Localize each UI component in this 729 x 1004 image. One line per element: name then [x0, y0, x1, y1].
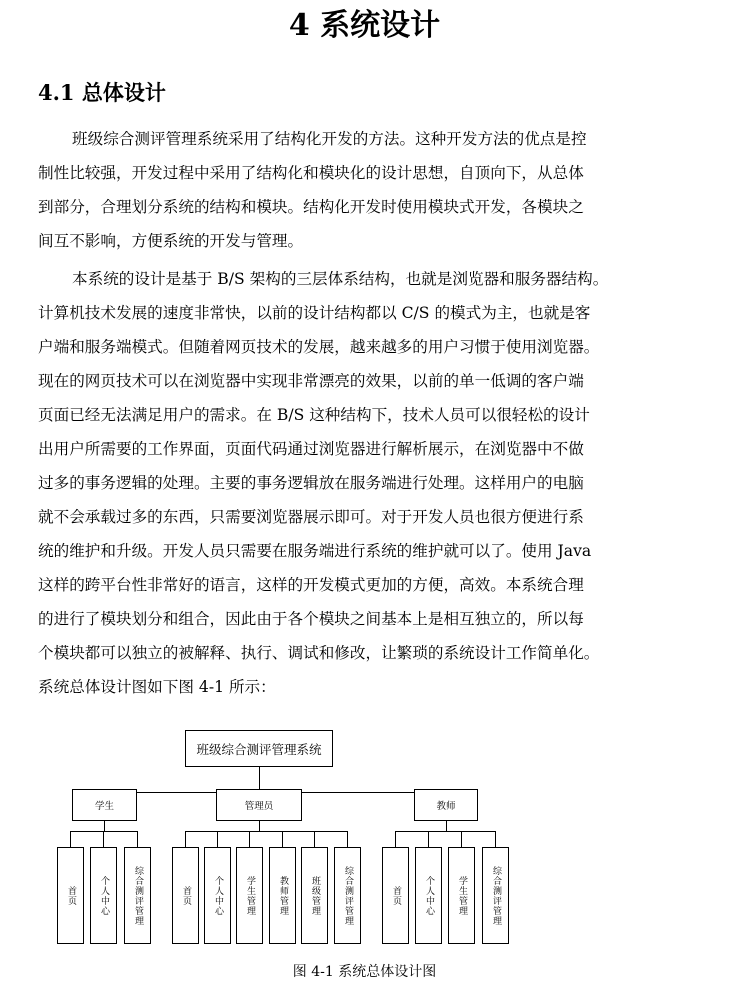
diagram-leaf-node: 首页 [172, 847, 199, 944]
paragraph-line: 统的维护和升级。开发人员只需要在服务端进行系统的维护就可以了。使用 Java [38, 542, 592, 560]
connector-line [259, 821, 260, 831]
paragraph-line: 这样的跨平台性非常好的语言，这样的开发模式更加的方便，高效。本系统合理 [38, 576, 584, 594]
diagram-leaf-node: 首页 [382, 847, 409, 944]
connector-line [185, 831, 348, 832]
connector-line [395, 831, 496, 832]
connector-line [446, 821, 447, 831]
paragraph-line: 页面已经无法满足用户的需求。在 B/S 这种结构下，技术人员可以很轻松的设计 [38, 406, 590, 424]
paragraph-line: 出用户所需要的工作界面，页面代码通过浏览器进行解析展示，在浏览器中不做 [38, 440, 584, 458]
paragraph-line: 间互不影响，方便系统的开发与管理。 [38, 232, 304, 250]
diagram-leaf-node: 班级管理 [301, 847, 328, 944]
connector-line [137, 831, 138, 847]
paragraph-line: 班级综合测评管理系统采用了结构化开发的方法。这种开发方法的优点是控 [72, 130, 587, 148]
paragraph-line: 个模块都可以独立的被解释、执行、调试和修改，让繁琐的系统设计工作简单化。 [38, 644, 600, 662]
diagram-leaf-node: 个人中心 [90, 847, 117, 944]
diagram-leaf-node: 学生管理 [236, 847, 263, 944]
paragraph-line: 户端和服务端模式。但随着网页技术的发展，越来越多的用户习惯于使用浏览器。 [38, 338, 600, 356]
paragraph-line: 的进行了模块划分和组合，因此由于各个模块之间基本上是相互独立的，所以每 [38, 610, 584, 628]
paragraph-line: 制性比较强，开发过程中采用了结构化和模块化的设计思想，自顶向下，从总体 [38, 164, 584, 182]
connector-line [428, 831, 429, 847]
connector-line [495, 831, 496, 847]
connector-line [395, 831, 396, 847]
diagram-leaf-node: 首页 [57, 847, 84, 944]
diagram-node-admin: 管理员 [216, 789, 302, 821]
system-structure-diagram [0, 720, 729, 960]
connector-line [185, 831, 186, 847]
connector-line [249, 831, 250, 847]
connector-line [104, 821, 105, 831]
paragraph-line: 计算机技术发展的速度非常快，以前的设计结构都以 C/S 的模式为主，也就是客 [38, 304, 591, 322]
diagram-root-node: 班级综合测评管理系统 [185, 730, 333, 767]
diagram-node-student: 学生 [72, 789, 137, 821]
paragraph-line: 系统总体设计图如下图 4-1 所示： [38, 678, 276, 696]
paragraph-line: 就不会承载过多的东西，只需要浏览器展示即可。对于开发人员也很方便进行系 [38, 508, 584, 526]
chapter-title: 4 系统设计 [288, 8, 441, 43]
paragraph-line: 到部分，合理划分系统的结构和模块。结构化开发时使用模块式开发，各模块之 [38, 198, 584, 216]
diagram-leaf-node: 个人中心 [204, 847, 231, 944]
paragraph-line: 现在的网页技术可以在浏览器中实现非常漂亮的效果，以前的单一低调的客户端 [38, 372, 584, 390]
connector-line [314, 831, 315, 847]
paragraph-line: 本系统的设计是基于 B/S 架构的三层体系结构，也就是浏览器和服务器结构。 [72, 270, 609, 288]
diagram-leaf-node: 综合测评管理 [124, 847, 151, 944]
diagram-leaf-node: 综合测评管理 [482, 847, 509, 944]
connector-line [461, 831, 462, 847]
figure-caption: 图 4-1 系统总体设计图 [292, 964, 437, 980]
connector-line [103, 831, 104, 847]
diagram-node-teacher: 教师 [414, 789, 478, 821]
diagram-leaf-node: 教师管理 [269, 847, 296, 944]
connector-line [70, 831, 138, 832]
connector-line [282, 831, 283, 847]
connector-line [347, 831, 348, 847]
connector-line [70, 831, 71, 847]
paragraph-line: 过多的事务逻辑的处理。主要的事务逻辑放在服务端进行处理。这样用户的电脑 [38, 474, 584, 492]
diagram-leaf-node: 综合测评管理 [334, 847, 361, 944]
connector-line [217, 831, 218, 847]
paragraph-1 [38, 122, 664, 258]
section-title: 4.1 总体设计 [38, 80, 166, 105]
diagram-leaf-node: 学生管理 [448, 847, 475, 944]
paragraph-2 [38, 262, 664, 704]
diagram-leaf-node: 个人中心 [415, 847, 442, 944]
